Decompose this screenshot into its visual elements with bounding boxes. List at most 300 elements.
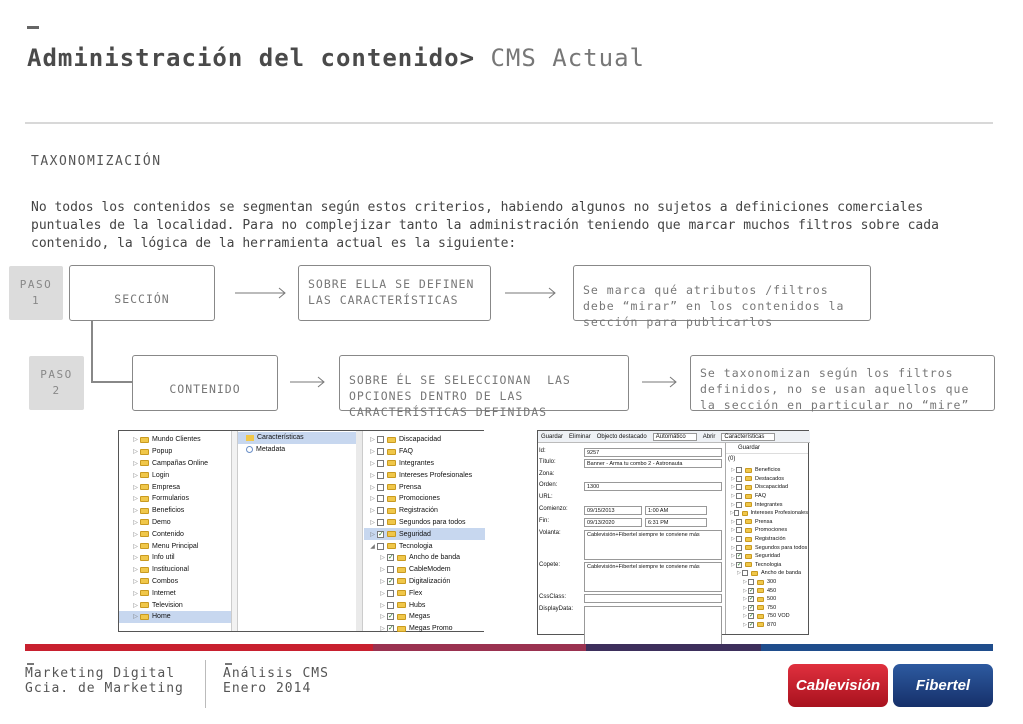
folder-icon	[397, 602, 406, 608]
folder-icon	[757, 605, 764, 610]
form-input[interactable]: Cablevisión+Fibertel siempre te conviene más	[584, 530, 722, 560]
form-row	[538, 594, 722, 605]
section-tree-label: Contenido	[152, 530, 184, 538]
expand-icon[interactable]: ▷	[133, 449, 138, 456]
form-input[interactable]: 09/15/2013	[584, 506, 642, 515]
expand-icon[interactable]: ▷	[743, 621, 747, 628]
characteristic-label: Discapacidad	[399, 436, 442, 444]
folder-icon	[387, 508, 396, 514]
folder-icon	[246, 435, 254, 441]
folder-icon	[745, 485, 752, 490]
checkbox[interactable]	[387, 602, 394, 609]
form-row	[538, 448, 722, 459]
characteristic-label: Integrantes	[399, 459, 435, 467]
section-tree-label: Campañas Online	[152, 459, 209, 467]
folder-icon	[745, 476, 752, 481]
footer-dash-left	[27, 663, 34, 665]
paso-1-badge: PASO 1	[9, 266, 63, 320]
section-tree-label: Mundo Clientes	[152, 436, 201, 444]
panel-item[interactable]	[238, 444, 356, 456]
characteristics-tree	[364, 431, 485, 631]
expand-icon[interactable]: ▷	[370, 449, 375, 456]
cablevision-logo: Cablevisión	[788, 664, 888, 707]
char-tree-label: 300	[767, 579, 777, 586]
checkbox[interactable]	[377, 460, 384, 467]
arrow-3	[290, 376, 326, 388]
form-input[interactable]: 9257	[584, 448, 722, 457]
char-tree-item[interactable]	[726, 552, 808, 561]
form-label: Título:	[539, 459, 556, 465]
form-row	[538, 471, 584, 482]
characteristic-item[interactable]	[364, 552, 485, 564]
expand-icon[interactable]: ▷	[370, 437, 375, 444]
expand-icon[interactable]: ▷	[133, 614, 138, 621]
expand-icon[interactable]: ▷	[731, 561, 735, 568]
characteristic-label: FAQ	[399, 448, 414, 456]
form-input[interactable]	[584, 594, 722, 603]
characteristic-item[interactable]	[364, 469, 485, 481]
time-input[interactable]: 6:31 PM	[645, 518, 707, 527]
char-tree-item[interactable]	[726, 595, 808, 604]
footer-color-bar	[25, 644, 993, 651]
characteristic-label: Ancho de banda	[409, 554, 460, 562]
expand-icon[interactable]: ▷	[743, 613, 747, 620]
checkbox[interactable]	[736, 519, 742, 525]
expand-icon[interactable]: ◢	[370, 543, 375, 550]
form-row	[538, 530, 722, 541]
expand-icon[interactable]: ▷	[370, 496, 375, 503]
section-tree-label: Empresa	[152, 483, 181, 491]
time-input[interactable]: 1:00 AM	[645, 506, 707, 515]
expand-icon[interactable]: ▷	[133, 508, 138, 515]
section-tree-label: Formularios	[152, 495, 189, 503]
step-seccion-box	[69, 265, 215, 321]
characteristic-item[interactable]	[364, 576, 485, 588]
expand-icon[interactable]: ▷	[380, 626, 385, 633]
form-row	[538, 518, 707, 529]
expand-icon[interactable]: ▷	[133, 555, 138, 562]
toolbar-item[interactable]: Automático	[653, 433, 697, 441]
checkbox[interactable]	[377, 472, 384, 479]
char-tree-item[interactable]	[726, 526, 808, 535]
char-tree-label: Destacados	[755, 475, 785, 482]
folder-icon	[397, 555, 406, 561]
char-tree-label: 870	[767, 621, 777, 628]
folder-icon	[140, 519, 149, 525]
folder-icon	[387, 449, 396, 455]
folder-icon	[387, 496, 396, 502]
form-input[interactable]: 1300	[584, 482, 722, 491]
folder-icon	[387, 472, 396, 478]
folder-icon	[387, 519, 396, 525]
title-sub: CMS Actual	[475, 44, 645, 72]
checkbox[interactable]: ✓	[737, 553, 743, 560]
char-tree-label: Seguridad	[755, 553, 781, 560]
char-tree-label: Tecnologia	[755, 561, 782, 568]
characteristic-label: Intereses Profesionales	[399, 471, 473, 479]
checkbox[interactable]	[736, 536, 742, 542]
expand-icon[interactable]: ▷	[133, 484, 138, 491]
char-tree-label: 450	[767, 587, 777, 594]
expand-icon[interactable]: ▷	[370, 519, 375, 526]
section-heading: TAXONOMIZACIÓN	[31, 154, 162, 169]
checkbox[interactable]	[742, 570, 748, 576]
char-tree-item[interactable]	[726, 483, 808, 492]
form-row	[538, 606, 722, 617]
form-row	[538, 506, 707, 517]
checkbox[interactable]: ✓	[388, 613, 394, 621]
characteristic-item[interactable]	[364, 446, 485, 458]
toolbar-item[interactable]: Guardar	[541, 433, 564, 440]
expand-icon[interactable]: ▷	[370, 460, 375, 467]
expand-icon[interactable]: ▷	[380, 555, 385, 562]
char-tree-item[interactable]	[726, 500, 808, 509]
step-seleccionan-box	[339, 355, 629, 419]
expand-icon[interactable]: ▷	[731, 527, 735, 534]
expand-icon[interactable]: ▷	[133, 472, 138, 479]
arrow-1	[235, 287, 287, 299]
checkbox[interactable]: ✓	[749, 621, 755, 628]
characteristic-item[interactable]	[364, 517, 485, 529]
char-tree-item[interactable]	[726, 578, 808, 587]
characteristic-item[interactable]	[364, 528, 485, 540]
folder-icon	[140, 590, 149, 596]
expand-icon[interactable]: ▷	[731, 553, 735, 560]
expand-icon[interactable]: ▷	[743, 587, 747, 594]
step-taxonomizan-label: Se taxonomizan según los filtros definidos, no se usan aquellos que la sección en particular no “mire”	[700, 366, 970, 412]
expand-icon[interactable]: ▷	[380, 567, 385, 574]
intro-paragraph: No todos los contenidos se segmentan según estos criterios, habiendo algunos no sujetos a definiciones comerciales puntuales de la localidad. Para no complejizar tanto la administración teniendo que marcar muchos filtros sobre cada contenido, la lógica de la herramienta actual es la siguiente:	[31, 200, 939, 251]
expand-icon[interactable]: ▷	[133, 496, 138, 503]
folder-icon	[140, 531, 149, 537]
characteristic-label: Flex	[409, 589, 423, 597]
step-marca-label: Se marca qué atributos /filtros debe “mirar” en los contenidos la sección para publicarlos	[583, 283, 845, 329]
cms-content-screenshot	[537, 430, 809, 635]
section-tree-item[interactable]	[119, 611, 231, 623]
folder-icon	[140, 484, 149, 490]
step-seccion-label: SECCIÓN	[114, 292, 170, 306]
checkbox[interactable]	[736, 493, 742, 499]
connector-vertical	[91, 320, 93, 382]
checkbox[interactable]	[736, 545, 742, 551]
step-taxonomizan-box	[690, 355, 995, 411]
char-tree-item[interactable]	[726, 492, 808, 501]
folder-icon	[140, 460, 149, 466]
expand-icon[interactable]: ▷	[133, 437, 138, 444]
expand-icon[interactable]: ▷	[743, 604, 747, 611]
folder-icon	[745, 528, 752, 533]
characteristic-item[interactable]	[364, 434, 485, 446]
content-toolbar	[538, 431, 810, 443]
expand-icon[interactable]: ▷	[731, 501, 735, 508]
expand-icon[interactable]: ▷	[380, 602, 385, 609]
expand-icon[interactable]: ▷	[133, 519, 138, 526]
characteristic-label: Promociones	[399, 495, 440, 503]
characteristic-item[interactable]	[364, 540, 485, 552]
checkbox[interactable]: ✓	[749, 604, 755, 611]
section-tree-label: Home	[152, 613, 171, 621]
expand-icon[interactable]: ▷	[133, 602, 138, 609]
char-tree-label: 750 VOD	[767, 613, 790, 620]
char-tree-item[interactable]	[726, 535, 808, 544]
section-tree-item[interactable]	[119, 458, 231, 470]
char-tree-item[interactable]	[726, 604, 808, 613]
folder-icon	[387, 484, 396, 490]
char-tree-item[interactable]	[726, 561, 808, 570]
checkbox[interactable]	[736, 484, 742, 490]
section-tree-item[interactable]	[119, 481, 231, 493]
checkbox[interactable]: ✓	[388, 554, 394, 562]
expand-icon[interactable]: ▷	[370, 472, 375, 479]
expand-icon[interactable]: ▷	[731, 484, 735, 491]
folder-icon	[757, 622, 764, 627]
expand-icon[interactable]: ▷	[731, 518, 735, 525]
folder-icon	[757, 597, 764, 602]
toolbar-item[interactable]: Objecto destacado	[596, 433, 647, 440]
panel-item[interactable]	[238, 432, 356, 444]
checkbox[interactable]	[377, 495, 384, 502]
metadata-icon	[246, 446, 253, 453]
char-tree-item[interactable]	[726, 518, 808, 527]
checkbox[interactable]: ✓	[378, 530, 384, 538]
characteristic-label: Registración	[399, 507, 438, 515]
section-tree	[119, 431, 232, 631]
expand-icon[interactable]: ▷	[380, 590, 385, 597]
section-tree-item[interactable]	[119, 517, 231, 529]
characteristic-label: Seguridad	[399, 530, 431, 538]
section-tree-item[interactable]	[119, 528, 231, 540]
char-save[interactable]: Guardar	[726, 443, 808, 454]
checkbox[interactable]	[387, 566, 394, 573]
section-tree-label: Television	[152, 601, 183, 609]
section-tree-label: Login	[152, 471, 170, 479]
footer-mid: Análisis CMS Enero 2014	[223, 666, 329, 696]
folder-icon	[140, 543, 149, 549]
char-tree-item[interactable]	[726, 612, 808, 621]
characteristic-item[interactable]	[364, 458, 485, 470]
form-label: Zona:	[539, 471, 555, 477]
expand-icon[interactable]: ▷	[370, 508, 375, 515]
expand-icon[interactable]: ▷	[731, 467, 735, 474]
checkbox[interactable]: ✓	[737, 561, 743, 568]
expand-icon[interactable]: ▷	[380, 614, 385, 621]
char-tree-item[interactable]	[726, 621, 808, 630]
characteristic-label: Hubs	[409, 601, 426, 609]
expand-icon[interactable]: ▷	[370, 484, 375, 491]
form-input[interactable]: Cablevisión+Fibertel siempre te conviene más	[584, 562, 722, 592]
checkbox[interactable]	[377, 448, 384, 455]
checkbox[interactable]	[377, 507, 384, 514]
checkbox[interactable]	[734, 510, 739, 516]
expand-icon[interactable]: ▷	[737, 570, 741, 577]
form-label: Comienzo:	[539, 506, 568, 512]
folder-icon	[387, 531, 396, 537]
characteristic-item[interactable]	[364, 493, 485, 505]
char-tree-item[interactable]	[726, 586, 808, 595]
section-tree-item[interactable]	[119, 446, 231, 458]
expand-icon[interactable]: ▷	[731, 536, 735, 543]
step-seleccionan-label: SOBRE ÉL SE SELECCIONAN LAS OPCIONES DENTRO DE LAS CARACTERÍSTICAS DEFINIDAS	[349, 373, 571, 419]
checkbox[interactable]: ✓	[749, 596, 755, 603]
folder-icon	[745, 554, 752, 559]
checkbox[interactable]	[377, 484, 384, 491]
folder-icon	[140, 578, 149, 584]
char-count: (0)	[728, 456, 736, 462]
section-tree-item[interactable]	[119, 576, 231, 588]
char-tree-item[interactable]	[726, 475, 808, 484]
characteristic-item[interactable]	[364, 481, 485, 493]
char-tree-label: Discapacidad	[755, 484, 789, 491]
char-tree-label: Registración	[755, 536, 786, 543]
cms-section-screenshot	[118, 430, 484, 632]
characteristic-item[interactable]	[364, 611, 485, 623]
char-tree-label: 500	[767, 596, 777, 603]
folder-icon	[140, 555, 149, 561]
folder-icon	[397, 590, 406, 596]
form-label: Id:	[539, 448, 546, 454]
footer-divider	[205, 660, 206, 708]
folder-icon	[387, 437, 396, 443]
char-tree-item[interactable]	[726, 569, 808, 578]
checkbox[interactable]: ✓	[749, 613, 755, 620]
checkbox[interactable]	[377, 519, 384, 526]
characteristic-item[interactable]	[364, 599, 485, 611]
section-tree-item[interactable]	[119, 552, 231, 564]
checkbox[interactable]: ✓	[388, 625, 394, 633]
section-tree-item[interactable]	[119, 587, 231, 599]
char-tree-label: Prensa	[755, 518, 773, 525]
folder-icon	[140, 508, 149, 514]
expand-icon[interactable]: ▷	[133, 567, 138, 574]
characteristic-label: Megas Promo	[409, 625, 453, 633]
folder-icon	[745, 502, 752, 507]
page-title	[27, 44, 645, 72]
folder-icon	[745, 537, 752, 542]
toolbar-item[interactable]: Abrir	[702, 433, 716, 440]
characteristic-item[interactable]	[364, 564, 485, 576]
char-tree-label: Segundos para todos	[755, 544, 808, 551]
section-tree-item[interactable]	[119, 469, 231, 481]
expand-icon[interactable]: ▷	[743, 579, 747, 586]
checkbox[interactable]	[377, 436, 384, 443]
checkbox[interactable]	[736, 467, 742, 473]
folder-icon	[397, 626, 406, 632]
section-tree-label: Internet	[152, 589, 176, 597]
characteristic-item[interactable]	[364, 587, 485, 599]
section-tree-item[interactable]	[119, 434, 231, 446]
char-tree-item[interactable]	[726, 509, 808, 518]
footer-left: Marketing Digital Gcia. de Marketing	[25, 666, 184, 696]
form-input[interactable]: 09/13/2020	[584, 518, 642, 527]
char-tree-label: Ancho de banda	[761, 570, 802, 577]
characteristic-label: Prensa	[399, 483, 422, 491]
form-label: DisplayData:	[539, 606, 574, 612]
section-tree-label: Demo	[152, 518, 171, 526]
expand-icon[interactable]: ▷	[743, 596, 747, 603]
expand-icon[interactable]: ▷	[731, 493, 735, 500]
folder-icon	[745, 468, 752, 473]
folder-icon	[745, 494, 752, 499]
characteristic-label: Segundos para todos	[399, 518, 466, 526]
characteristic-item[interactable]	[364, 505, 485, 517]
folder-icon	[757, 614, 764, 619]
folder-icon	[387, 460, 396, 466]
expand-icon[interactable]: ▷	[370, 531, 375, 538]
toolbar-item[interactable]: Eliminar	[569, 433, 591, 440]
section-tree-item[interactable]	[119, 493, 231, 505]
checkbox[interactable]	[377, 543, 384, 550]
footer-dash-mid	[225, 663, 232, 665]
expand-icon[interactable]: ▷	[133, 531, 138, 538]
char-tree-label: 750	[767, 604, 777, 611]
checkbox[interactable]	[387, 590, 394, 597]
form-label: Volanta:	[539, 530, 561, 536]
connector-horizontal	[91, 381, 133, 383]
form-input[interactable]: Banner - Arma tu combo 2 - Astronauta	[584, 459, 722, 468]
char-tree-item[interactable]	[726, 466, 808, 475]
characteristic-label: Megas	[409, 613, 431, 621]
section-tree-label: Menu Principal	[152, 542, 199, 550]
section-panel	[238, 431, 356, 631]
section-tree-label: Info util	[152, 554, 175, 562]
checkbox[interactable]	[736, 502, 742, 508]
checkbox[interactable]: ✓	[749, 587, 755, 594]
toolbar-item[interactable]: Características	[721, 433, 775, 441]
expand-icon[interactable]: ▷	[133, 578, 138, 585]
arrow-2	[505, 287, 557, 299]
step-contenido-box	[132, 355, 278, 411]
title-dash	[27, 26, 39, 29]
folder-icon	[140, 437, 149, 443]
expand-icon[interactable]: ▷	[730, 510, 735, 517]
expand-icon[interactable]: ▷	[133, 460, 138, 467]
content-form	[538, 443, 725, 634]
char-tree-item[interactable]	[726, 543, 808, 552]
section-tree-item[interactable]	[119, 540, 231, 552]
section-tree-label: Beneficios	[152, 507, 185, 515]
char-tree-label: FAQ	[755, 493, 767, 500]
folder-icon	[140, 567, 149, 573]
folder-icon	[745, 519, 752, 524]
expand-icon[interactable]: ▷	[133, 590, 138, 597]
form-input[interactable]	[584, 606, 722, 646]
checkbox[interactable]	[736, 476, 742, 482]
form-label: Fin:	[539, 518, 550, 524]
checkbox[interactable]: ✓	[388, 577, 394, 585]
folder-icon	[140, 614, 149, 620]
expand-icon[interactable]: ▷	[731, 544, 735, 551]
expand-icon[interactable]: ▷	[380, 578, 385, 585]
step-marca-box	[573, 265, 871, 329]
section-tree-label: Institucional	[152, 566, 189, 574]
form-label: CssClass:	[539, 594, 567, 600]
expand-icon[interactable]: ▷	[731, 475, 735, 482]
folder-icon	[140, 472, 149, 478]
form-label: Copete:	[539, 562, 561, 568]
folder-icon	[140, 449, 149, 455]
section-tree-item[interactable]	[119, 599, 231, 611]
section-tree-item[interactable]	[119, 505, 231, 517]
folder-icon	[387, 543, 396, 549]
expand-icon[interactable]: ▷	[133, 543, 138, 550]
checkbox[interactable]	[736, 527, 742, 533]
checkbox[interactable]	[748, 579, 754, 585]
section-tree-item[interactable]	[119, 564, 231, 576]
characteristic-label: Digitalización	[409, 577, 451, 585]
step-definen-label: SOBRE ELLA SE DEFINEN LAS CARACTERÍSTICAS	[308, 277, 475, 307]
characteristic-item[interactable]	[364, 623, 485, 635]
folder-icon	[140, 602, 149, 608]
